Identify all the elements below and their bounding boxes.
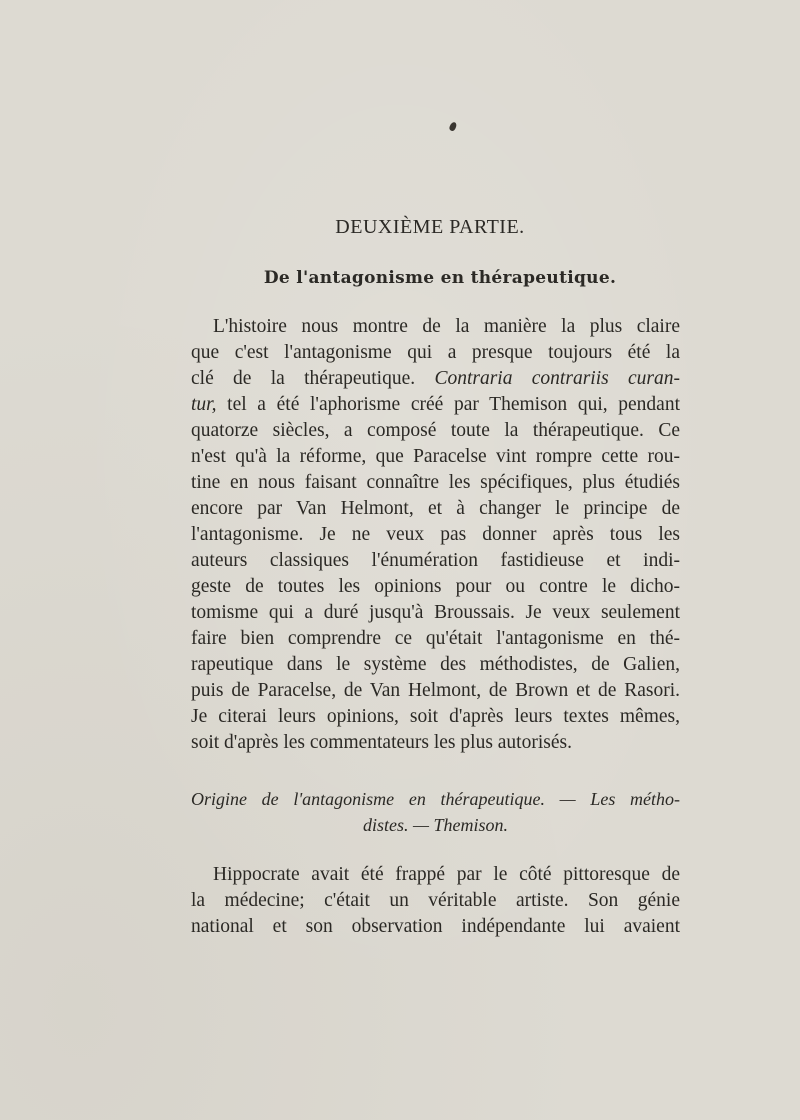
text-line: puis de Paracelse, de Van Helmont, de Brown et de Rasori. xyxy=(191,680,680,701)
text-line: auteurs classiques l'énumération fastidieuse et indi- xyxy=(191,550,680,571)
text-span: tel a été l'aphorisme créé par Themison qui, pendant xyxy=(227,394,680,415)
paragraph-1 xyxy=(191,314,680,756)
subheading xyxy=(191,786,680,838)
text-line: tomisme qui a duré jusqu'à Broussais. Je veux seulement xyxy=(191,602,680,623)
subheading-line: Origine de l'antagonisme en thérapeutique. — Les métho- xyxy=(191,789,680,809)
text-line: L'histoire nous montre de la manière la plus claire xyxy=(213,316,680,337)
text-line: Je citerai leurs opinions, soit d'après leurs textes mêmes, xyxy=(191,706,680,727)
text-line: Hippocrate avait été frappé par le côté pittoresque de xyxy=(213,864,680,885)
text-line: tine en nous faisant connaître les spécifiques, plus étudiés xyxy=(191,472,680,493)
subheading-line: distes. — Themison. xyxy=(362,815,508,835)
text-line: que c'est l'antagonisme qui a presque toujours été la xyxy=(191,342,680,363)
text-line: quatorze siècles, a composé toute la thérapeutique. Ce xyxy=(191,420,680,441)
text-line: geste de toutes les opinions pour ou contre le dicho- xyxy=(191,576,680,597)
text-line xyxy=(191,392,680,418)
text-line: national et son observation indépendante lui avaient xyxy=(191,916,680,937)
ink-mark xyxy=(448,121,457,132)
text-line: faire bien comprendre ce qu'était l'antagonisme en thé- xyxy=(191,628,680,649)
text-line: rapeutique dans le système des méthodistes, de Galien, xyxy=(191,654,680,675)
paragraph-2 xyxy=(191,862,680,940)
chapter-title: De l'antagonisme en thérapeutique. xyxy=(263,268,617,288)
section-title: DEUXIÈME PARTIE. xyxy=(335,216,525,238)
text-line: n'est qu'à la réforme, que Paracelse vint rompre cette rou- xyxy=(191,446,680,467)
text-line: soit d'après les commentateurs les plus autorisés. xyxy=(191,732,572,753)
text-line: l'antagonisme. Je ne veux pas donner après tous les xyxy=(191,524,680,545)
text-line: encore par Van Helmont, et à changer le principe de xyxy=(191,498,680,519)
text-span: clé de la thérapeutique. xyxy=(191,368,416,389)
text-line: la médecine; c'était un véritable artiste. Son génie xyxy=(191,890,680,911)
text-line xyxy=(191,366,680,392)
latin-phrase: Contraria contrariis curan- xyxy=(434,368,681,389)
latin-phrase-end: tur, xyxy=(191,394,217,415)
